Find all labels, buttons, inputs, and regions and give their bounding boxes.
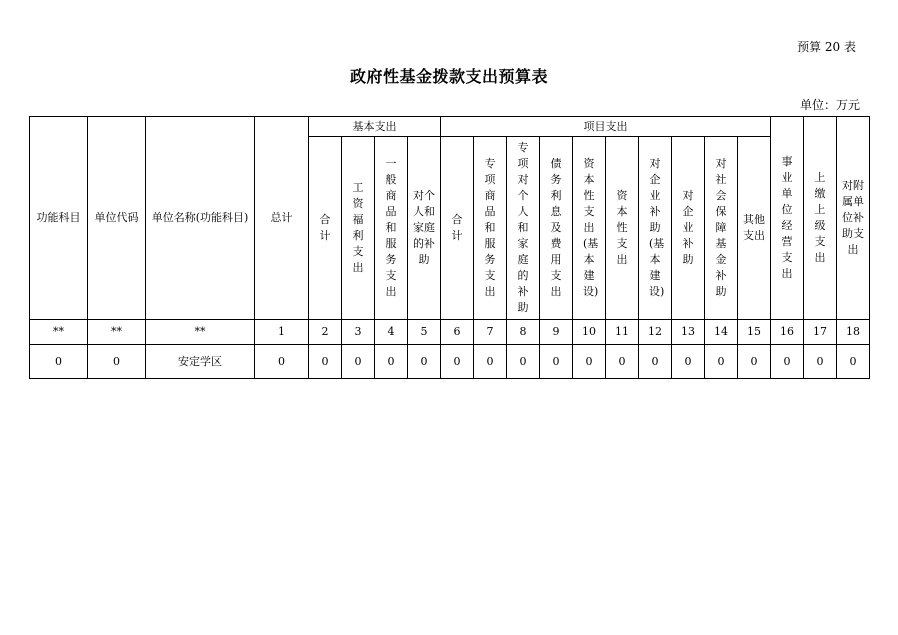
header-basic-expenditure: 基本支出 <box>309 117 441 137</box>
table-cell: 9 <box>540 320 573 345</box>
table-cell: 14 <box>705 320 738 345</box>
table-cell: 0 <box>342 345 375 379</box>
table-cell: 3 <box>342 320 375 345</box>
header-project-col: 对社会保障基金补助 <box>705 137 738 320</box>
table-cell: 0 <box>441 345 474 379</box>
header-basic-col: 合计 <box>309 137 342 320</box>
table-cell: 0 <box>639 345 672 379</box>
header-project-col: 专项商品和服务支出 <box>474 137 507 320</box>
table-cell: 0 <box>30 345 88 379</box>
header-group-row <box>30 117 870 137</box>
table-cell: 0 <box>738 345 771 379</box>
column-number-row <box>30 320 870 345</box>
header-project-col: 对企业补助(基本建设) <box>639 137 672 320</box>
page-title: 政府性基金拨款支出预算表 <box>349 67 548 86</box>
unit-label: 单位：万元 <box>799 98 860 112</box>
table-cell: 0 <box>375 345 408 379</box>
table-cell: 16 <box>771 320 804 345</box>
table-row <box>30 345 870 379</box>
header-enterprise-expenditure: 事业单位经营支出 <box>771 117 804 320</box>
table-cell: 5 <box>408 320 441 345</box>
table-cell: 12 <box>639 320 672 345</box>
table-cell: 安定学区 <box>146 345 255 379</box>
header-project-expenditure: 项目支出 <box>441 117 771 137</box>
header-project-col: 专项对个人和家庭的补助 <box>507 137 540 320</box>
header-unit-code: 单位代码 <box>88 117 146 320</box>
header-upper-expenditure: 上缴上级支出 <box>804 117 837 320</box>
header-total: 总计 <box>255 117 309 320</box>
header-project-col: 债务利息及费用支出 <box>540 137 573 320</box>
table-cell: 11 <box>606 320 639 345</box>
table-cell: 8 <box>507 320 540 345</box>
table-cell: 10 <box>573 320 606 345</box>
budget-table <box>29 116 870 379</box>
header-project-col: 资本性支出(基本建设) <box>573 137 606 320</box>
table-cell: ** <box>88 320 146 345</box>
table-cell: 0 <box>474 345 507 379</box>
table-cell: 0 <box>771 345 804 379</box>
table-cell: 2 <box>309 320 342 345</box>
table-cell: ** <box>146 320 255 345</box>
table-cell: 0 <box>507 345 540 379</box>
table-cell: 1 <box>255 320 309 345</box>
table-cell: 4 <box>375 320 408 345</box>
table-cell: 18 <box>837 320 870 345</box>
header-project-col: 对企业补助 <box>672 137 705 320</box>
table-cell: 7 <box>474 320 507 345</box>
table-cell: 0 <box>672 345 705 379</box>
table-cell: 0 <box>606 345 639 379</box>
table-cell: 0 <box>309 345 342 379</box>
header-basic-col: 一般商品和服务支出 <box>375 137 408 320</box>
table-cell: 0 <box>408 345 441 379</box>
table-cell: 0 <box>540 345 573 379</box>
form-number: 预算 20 表 <box>797 40 856 54</box>
header-subsidy-expenditure: 对附属单位补助支出 <box>837 117 870 320</box>
table-cell: 17 <box>804 320 837 345</box>
table-cell: 6 <box>441 320 474 345</box>
table-cell: 0 <box>705 345 738 379</box>
table-cell: 0 <box>573 345 606 379</box>
header-basic-col: 对个人和家庭的补助 <box>408 137 441 320</box>
header-project-col: 其他支出 <box>738 137 771 320</box>
header-project-col: 资本性支出 <box>606 137 639 320</box>
table-cell: 0 <box>255 345 309 379</box>
table-cell: 13 <box>672 320 705 345</box>
table-cell: ** <box>30 320 88 345</box>
header-project-col: 合计 <box>441 137 474 320</box>
header-func-subject: 功能科目 <box>30 117 88 320</box>
header-unit-name: 单位名称(功能科目) <box>146 117 255 320</box>
table-cell: 0 <box>837 345 870 379</box>
table-cell: 15 <box>738 320 771 345</box>
table-cell: 0 <box>88 345 146 379</box>
header-basic-col: 工资福利支出 <box>342 137 375 320</box>
table-cell: 0 <box>804 345 837 379</box>
